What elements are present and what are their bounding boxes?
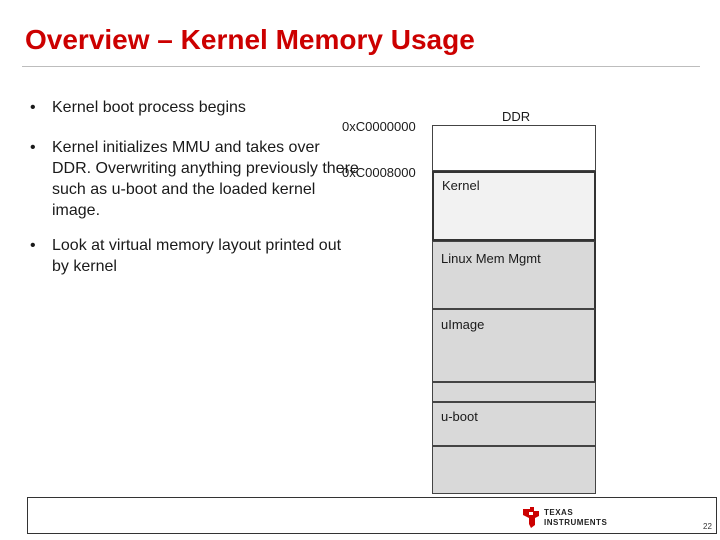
slide-title: Overview – Kernel Memory Usage: [25, 24, 475, 55]
bullet-marker: •: [30, 99, 36, 116]
address-top: 0xC0000000: [342, 119, 416, 134]
memory-region-kernel: [432, 171, 596, 241]
memory-region-uimage: [432, 309, 596, 382]
bullet-item: [30, 137, 360, 221]
bullet-text: Look at virtual memory layout printed out by kernel: [52, 237, 342, 275]
ti-logo-line2: INSTRUMENTS: [544, 518, 608, 527]
memory-map-title: DDR: [502, 109, 531, 124]
region-label-linux-mem-mgmt: Linux Mem Mgmt: [441, 251, 541, 266]
bullet-item: [30, 97, 360, 118]
bullet-list: [30, 97, 360, 277]
region-label-kernel: Kernel: [442, 178, 480, 193]
ti-logo-icon: [520, 505, 542, 529]
address-kernel-start: 0xC0008000: [342, 165, 416, 180]
memory-region-gap: [432, 382, 596, 402]
region-label-uimage: uImage: [441, 317, 485, 332]
page-number: 22: [703, 522, 712, 531]
bullet-text: Kernel initializes MMU and takes over DDR. Overwriting anything previously there such as u-boot and the loaded kernel image.: [52, 139, 359, 219]
memory-region-top: [432, 125, 596, 171]
ti-logo: [520, 505, 620, 529]
title-rule: [22, 66, 700, 67]
bullet-text: Kernel boot process begins: [52, 99, 246, 116]
memory-region-bottom: [432, 446, 596, 494]
bullet-marker: •: [30, 139, 36, 156]
region-label-uboot: u-boot: [441, 409, 478, 424]
memory-region-linux-mem-mgmt: [432, 241, 596, 309]
ti-logo-line1: TEXAS: [544, 508, 574, 517]
memory-region-uboot: [432, 402, 596, 446]
bullet-marker: •: [30, 237, 36, 254]
bullet-item: [30, 235, 360, 277]
